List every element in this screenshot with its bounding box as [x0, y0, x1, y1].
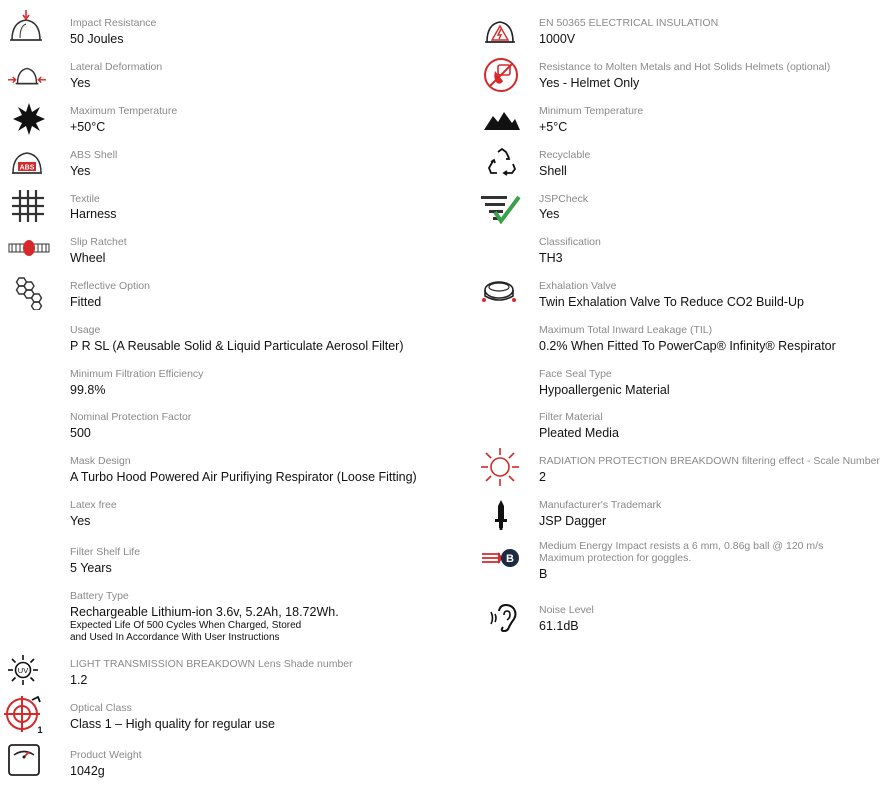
- spec-value: Rechargeable Lithium-ion 3.6v, 5.2Ah, 18.72Wh.: [70, 605, 339, 619]
- hard-hat-impact-icon: [6, 10, 46, 50]
- spec-value: 50 Joules: [70, 32, 124, 46]
- svg-text:UV: UV: [17, 666, 29, 675]
- spec-value: 5 Years: [70, 561, 112, 575]
- spec-value: 99.8%: [70, 383, 106, 397]
- weighing-scale-icon: [8, 744, 40, 776]
- exhalation-valve-icon: [481, 278, 517, 306]
- jspcheck-icon: [481, 194, 521, 224]
- radiation-sun-icon: [480, 447, 520, 487]
- spec-value: Harness: [70, 207, 117, 221]
- spec-value: Yes: [70, 76, 91, 90]
- spec-label: Lateral Deformation: [70, 61, 163, 73]
- spec-label: Minimum Filtration Efficiency: [70, 368, 204, 380]
- hard-hat-lateral-icon: [8, 58, 46, 94]
- spec-value: Yes: [70, 164, 91, 178]
- spec-label: Noise Level: [539, 604, 594, 616]
- spec-note: and Used In Accordance With User Instructions: [70, 632, 280, 643]
- spec-note: Expected Life Of 500 Cycles When Charged, Stored: [70, 620, 302, 631]
- dagger-icon: [493, 500, 509, 530]
- uv-sun-icon: [6, 654, 40, 686]
- spec-value: Shell: [539, 164, 567, 178]
- spec-label: Classification: [539, 236, 601, 248]
- spec-label: EN 50365 ELECTRICAL INSULATION: [539, 17, 719, 29]
- spec-label: Nominal Protection Factor: [70, 411, 192, 423]
- spec-value: 1000V: [539, 32, 576, 46]
- spec-label: Minimum Temperature: [539, 105, 644, 117]
- spec-label: LIGHT TRANSMISSION BREAKDOWN Lens Shade number: [70, 658, 353, 670]
- mountains-icon: [484, 110, 520, 132]
- spec-value: 0.2% When Fitted To PowerCap® Infinity® Respirator: [539, 339, 836, 353]
- spec-label: Medium Energy Impact resists a 6 mm, 0.86g ball @ 120 m/s: [539, 540, 824, 552]
- sun-burst-icon: [12, 102, 46, 136]
- spec-value: +5°C: [539, 120, 568, 134]
- spec-label: Maximum Temperature: [70, 105, 178, 117]
- spec-label: RADIATION PROTECTION BREAKDOWN filtering effect - Scale Number: [539, 455, 880, 467]
- ratchet-wheel-icon: [8, 238, 50, 258]
- svg-text:1: 1: [37, 725, 43, 734]
- spec-value: TH3: [539, 251, 563, 265]
- recycle-icon: [487, 147, 517, 177]
- spec-label: Impact Resistance: [70, 17, 157, 29]
- spec-value: Yes - Helmet Only: [539, 76, 640, 90]
- spec-label: Filter Shelf Life: [70, 546, 141, 558]
- spec-value: 1042g: [70, 764, 105, 778]
- svg-text:B: B: [506, 553, 514, 565]
- ear-noise-icon: [489, 603, 519, 633]
- spec-label: Mask Design: [70, 455, 131, 467]
- spec-value: Pleated Media: [539, 426, 619, 440]
- spec-label: Latex free: [70, 499, 117, 511]
- spec-label: Slip Ratchet: [70, 236, 127, 248]
- spec-value: JSP Dagger: [539, 514, 607, 528]
- spec-value: Twin Exhalation Valve To Reduce CO2 Build-Up: [539, 295, 804, 309]
- spec-value: Yes: [539, 207, 560, 221]
- molten-metal-icon: [483, 57, 519, 93]
- spec-label: Resistance to Molten Metals and Hot Solids Helmets (optional): [539, 61, 831, 73]
- spec-label: Recyclable: [539, 149, 591, 161]
- spec-label: ABS Shell: [70, 149, 118, 161]
- textile-grid-icon: [10, 188, 46, 224]
- spec-label: Product Weight: [70, 749, 142, 761]
- spec-label: Optical Class: [70, 702, 132, 714]
- spec-label: Manufacturer's Trademark: [539, 499, 662, 511]
- optical-target-icon: [4, 694, 44, 734]
- spec-value: Yes: [70, 514, 91, 528]
- spec-value: Class 1 – High quality for regular use: [70, 717, 275, 731]
- svg-text:ABS: ABS: [19, 164, 35, 172]
- spec-value: 2: [539, 470, 546, 484]
- spec-value: Wheel: [70, 251, 106, 265]
- spec-value: 61.1dB: [539, 619, 579, 633]
- spec-value: Hypoallergenic Material: [539, 383, 670, 397]
- abs-helmet-icon: [10, 147, 44, 181]
- spec-value: A Turbo Hood Powered Air Purifiying Respirator (Loose Fitting): [70, 470, 417, 484]
- spec-label: Usage: [70, 324, 101, 336]
- spec-label: Reflective Option: [70, 280, 150, 292]
- spec-label: JSPCheck: [539, 193, 589, 205]
- spec-label: Filter Material: [539, 411, 603, 423]
- spec-value: 500: [70, 426, 91, 440]
- spec-label: Exhalation Valve: [539, 280, 617, 292]
- hexagon-cluster-icon: [12, 276, 46, 310]
- spec-label: Textile: [70, 193, 100, 205]
- electrical-helmet-icon: [484, 20, 516, 48]
- spec-value: B: [539, 567, 548, 581]
- spec-label-secondary: Maximum protection for goggles.: [539, 552, 692, 564]
- impact-b-icon: [480, 543, 520, 573]
- spec-label: Face Seal Type: [539, 368, 612, 380]
- spec-value: 1.2: [70, 673, 88, 687]
- spec-value: Fitted: [70, 295, 102, 309]
- spec-label: Maximum Total Inward Leakage (TIL): [539, 324, 713, 336]
- spec-label: Battery Type: [70, 590, 129, 602]
- spec-value: P R SL (A Reusable Solid & Liquid Particulate Aerosol Filter): [70, 339, 404, 353]
- spec-value: +50°C: [70, 120, 106, 134]
